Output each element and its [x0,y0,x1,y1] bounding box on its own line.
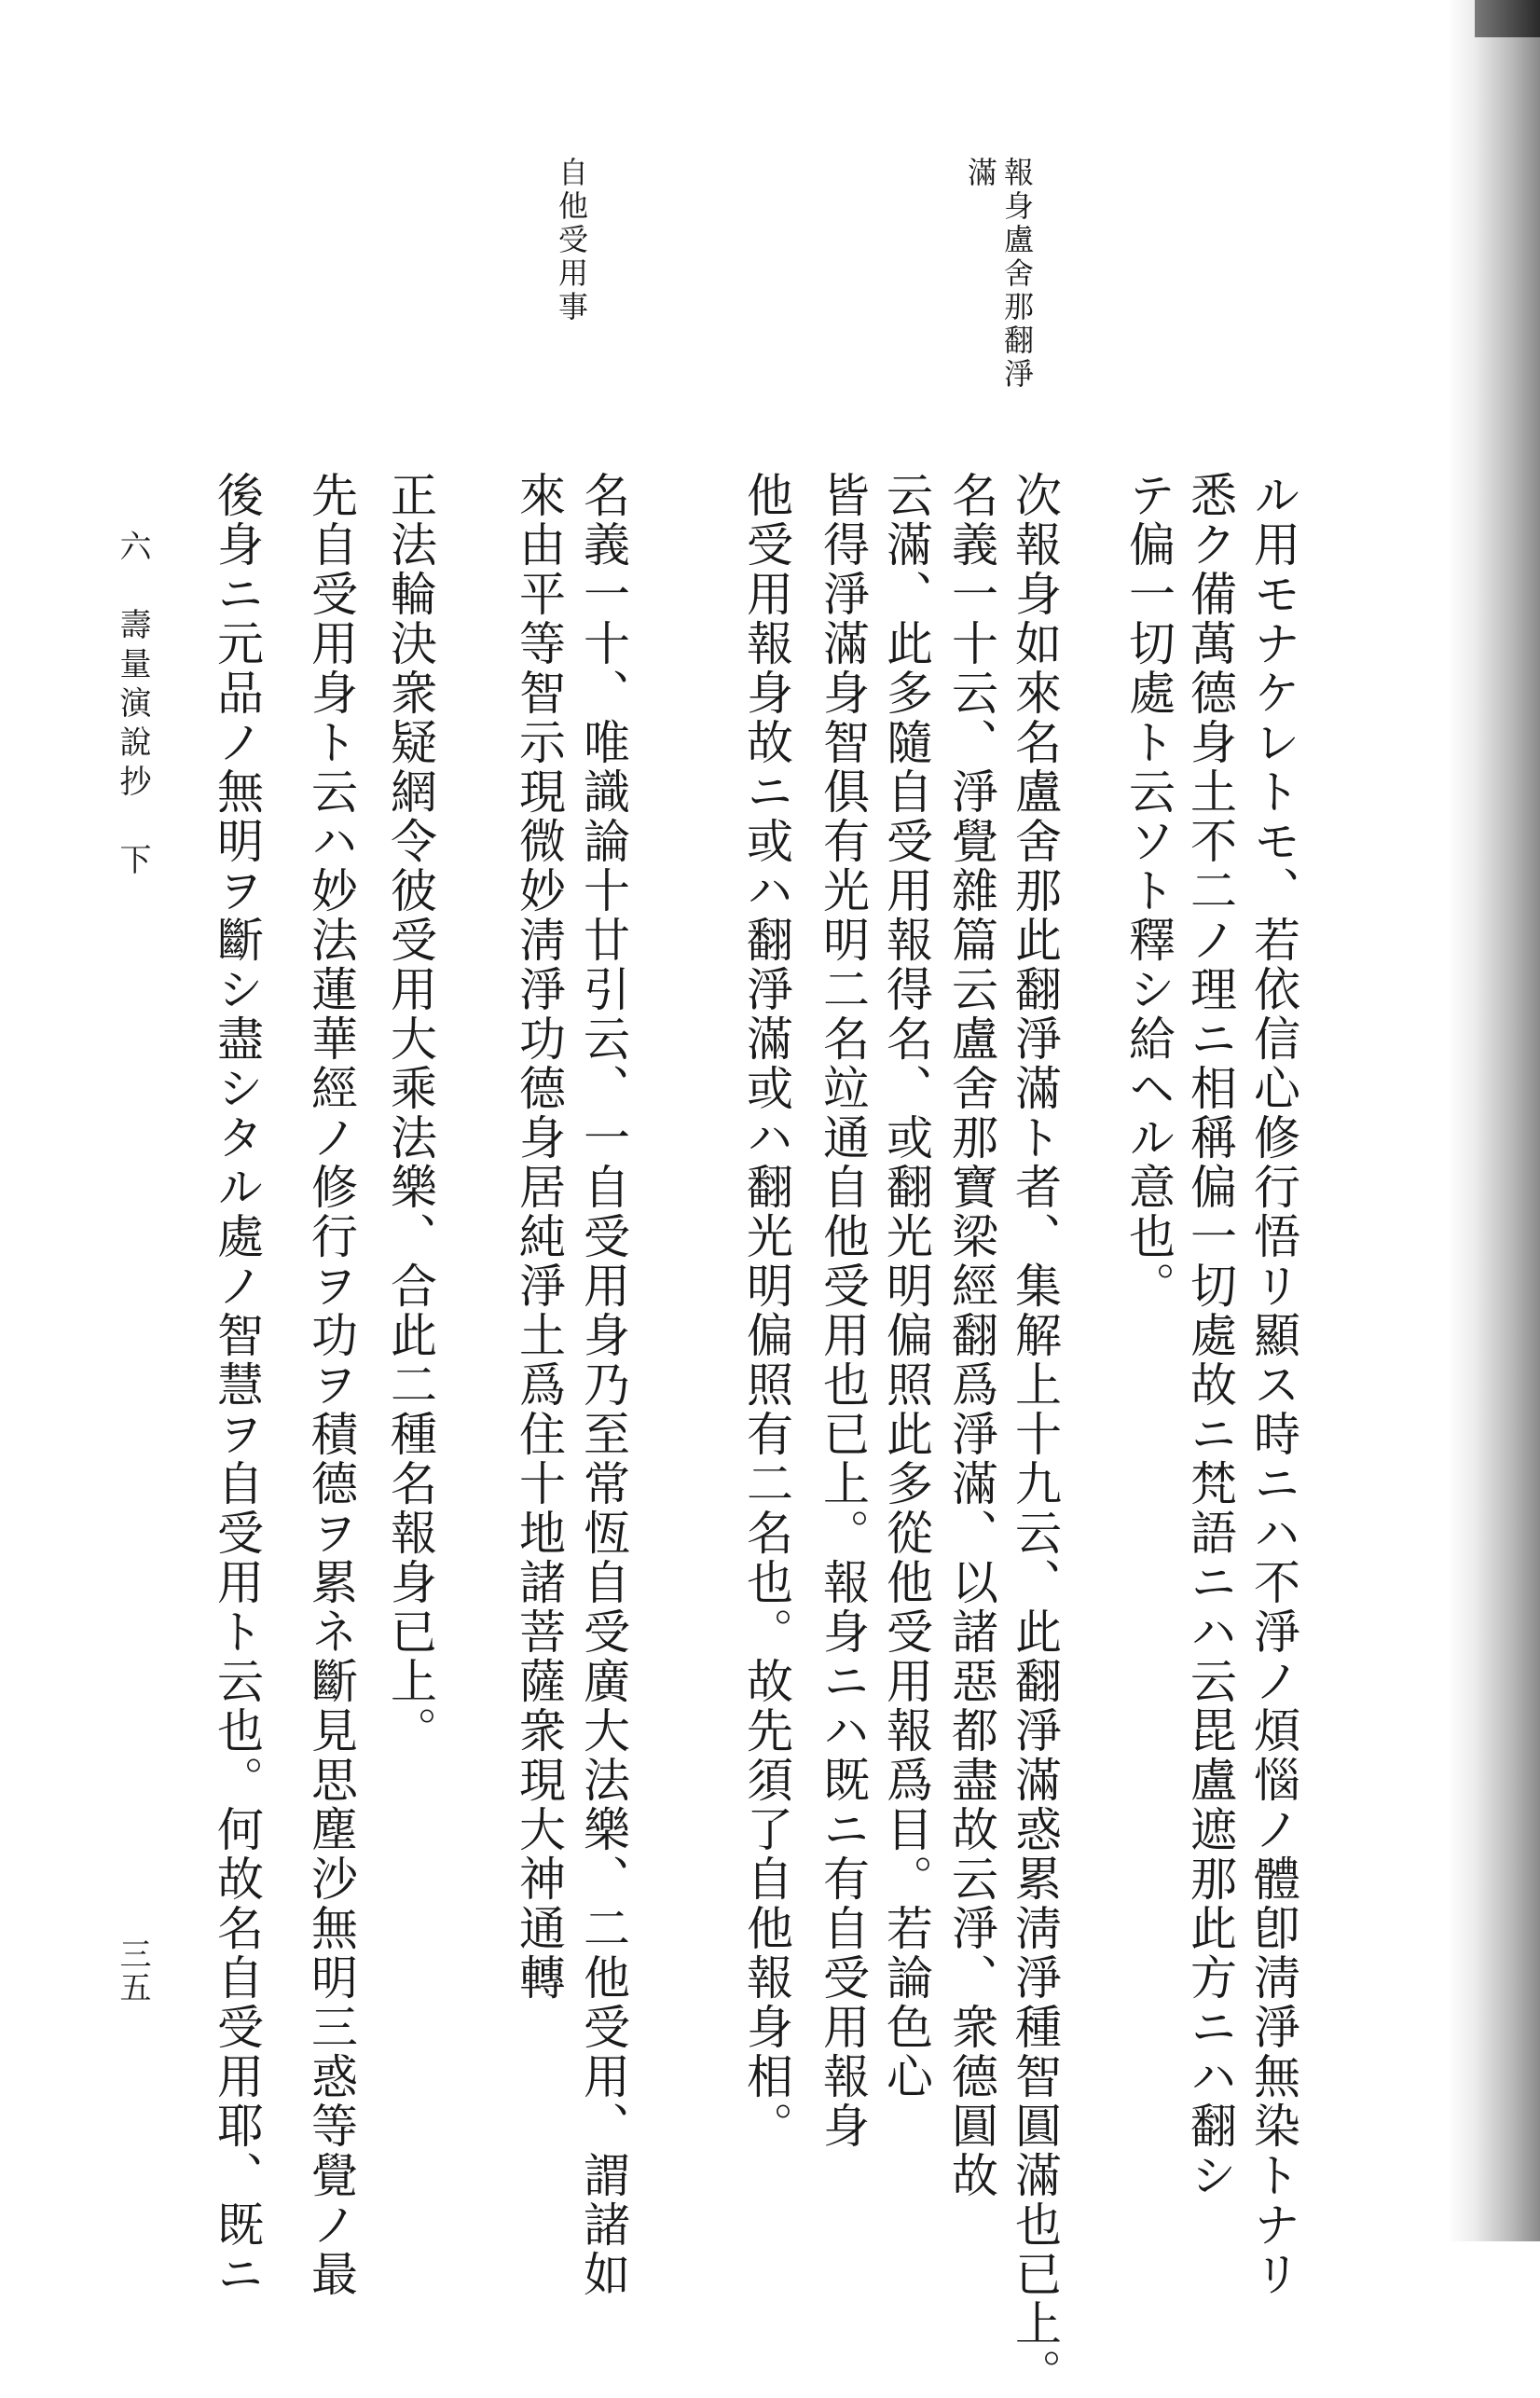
text-line-12: 先自受用身ト云ハ妙法蓮華經ノ修行ヲ功ヲ積德ヲ累ネ斷見思塵沙無明三惑等覺ノ最 [304,471,358,2299]
text-line-10: 來由平等智示現微妙淸淨功德身居純淨土爲住十地諸菩薩衆現大神通轉 [512,471,566,2003]
running-footer-title: 六 壽量演說抄 下 [114,530,151,882]
page-number: 三五 [114,1937,151,2005]
heading-houjin-line-1: 報身盧舍那翻淨 [999,157,1035,392]
text-line-5: 名義一十云、淨覺雜篇云盧舍那寶梁經翻爲淨滿、以諸惡都盡故云淨、衆德圓故 [944,471,998,2200]
text-line-1: ル用モナケレトモ、若依信心修行悟リ顯ス時ニハ不淨ノ煩惱ノ體卽淸淨無染トナリ [1246,471,1300,2299]
text-line-6: 云滿、此多隨自受用報得名、或翻光明偏照此多從他受用報爲目。若論色心 [879,471,933,2102]
heading-jita: 自他受用事 [554,157,589,324]
text-line-3: テ偏一切處ト云ソト釋シ給ヘル意也。 [1121,471,1176,1311]
text-line-2: 悉ク備萬德身土不二ノ理ニ相稱偏一切處故ニ梵語ニハ云毘盧遮那此方ニハ翻シ [1183,471,1237,2200]
text-line-13: 後身ニ元品ノ無明ヲ斷シ盡シタル處ノ智慧ヲ自受用ト云也。何故名自受用耶、既ニ [210,471,264,2299]
text-line-9: 名義一十、唯識論十廿引云、一自受用身乃至常恆自受廣大法樂、二他受用、謂諸如 [576,471,630,2299]
heading-houjin-line-2: 滿 [963,157,998,190]
text-line-8: 他受用報身故ニ或ハ翻淨滿或ハ翻光明偏照有二名也。故先須了自他報身相。 [739,471,793,2151]
text-line-11: 正法輪決衆疑網令彼受用大乘法樂、合此二種名報身已上。 [383,471,437,1756]
spine-dark-corner [1475,0,1540,37]
text-line-4: 次報身如來名盧舍那此翻淨滿ト者、集解上十九云、此翻淨滿惑累淸淨種智圓滿也已上。 [1008,471,1062,2398]
book-spine-shadow [1447,0,1540,2241]
text-line-7: 皆得淨滿身智俱有光明二名竝通自他受用也已上。報身ニハ既ニ有自受用報身 [816,471,870,2151]
